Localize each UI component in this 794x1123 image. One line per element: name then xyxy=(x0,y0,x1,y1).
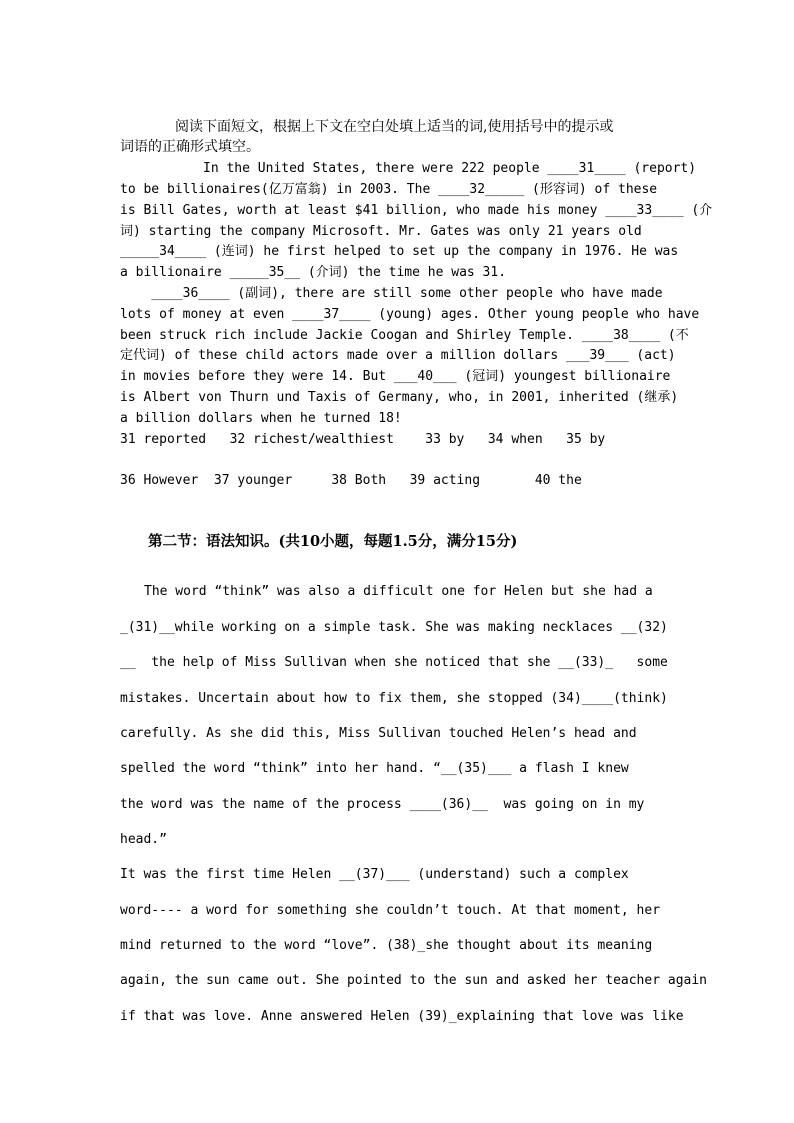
passage-line: lots of money at even ____37____ (young) ages. Other young people who have xyxy=(120,307,700,322)
passage-line: is Bill Gates, worth at least $41 billion, who made his money ____33____ (介 xyxy=(120,203,713,218)
passage-line: mistakes. Uncertain about how to fix them, she stopped (34)____(think) xyxy=(120,691,668,706)
passage-line: In the United States, there were 222 people ____31____ (report) xyxy=(203,161,697,176)
passage-line: been struck rich include Jackie Coogan and Shirley Temple. ____38____ (不 xyxy=(120,328,689,343)
passage-line: It was the first time Helen __(37)___ (understand) such a complex xyxy=(120,867,629,882)
instruction-line-2: 词语的正确形式填空。 xyxy=(120,139,260,155)
answer-key-line: 36 However 37 younger 38 Both 39 acting 40 the xyxy=(120,473,582,488)
passage-line: again, the sun came out. She pointed to the sun and asked her teacher again xyxy=(120,973,707,988)
passage-line: to be billionaires(亿万富翁) in 2003. The ____32_____ (形容词) of these xyxy=(120,182,658,197)
passage-line: is Albert von Thurn und Taxis of Germany, who, in 2001, inherited (继承) xyxy=(120,390,679,405)
passage-line: _(31)__while working on a simple task. She was making necklaces __(32) xyxy=(120,620,668,635)
passage-line: ____36____ (副词), there are still some other people who have made xyxy=(120,286,663,301)
passage-line: the word was the name of the process ____(36)__ was going on in my xyxy=(120,797,645,812)
passage-line: 定代词) of these child actors made over a million dollars ___39___ (act) xyxy=(120,348,676,363)
section-heading: 第二节：语法知识。(共10小题，每题1.5分，满分15分) xyxy=(148,533,518,550)
passage-line: if that was love. Anne answered Helen (39)_explaining that love was like xyxy=(120,1009,684,1024)
passage-line: in movies before they were 14. But ___40___ (冠词) youngest billionaire xyxy=(120,369,671,384)
passage-line: a billionaire _____35__ (介词) the time he was 31. xyxy=(120,265,507,280)
passage-line: mind returned to the word “love”. (38)_she thought about its meaning xyxy=(120,938,653,953)
instruction-line-1: 阅读下面短文，根据上下文在空白处填上适当的词,使用括号中的提示或 xyxy=(175,119,614,135)
passage-line: word---- a word for something she couldn’t touch. At that moment, her xyxy=(120,903,661,918)
passage-line: carefully. As she did this, Miss Sullivan touched Helen’s head and xyxy=(120,726,637,741)
passage-line: a billion dollars when he turned 18! xyxy=(120,411,402,426)
passage-line: __ the help of Miss Sullivan when she noticed that she __(33)_ some xyxy=(120,655,668,670)
answer-key-line: 31 reported 32 richest/wealthiest 33 by 34 when 35 by xyxy=(120,432,606,447)
passage-line: 词) starting the company Microsoft. Mr. Gates was only 21 years old xyxy=(120,224,642,239)
passage-line: The word “think” was also a difficult one for Helen but she had a xyxy=(144,584,653,599)
passage-line: head.” xyxy=(120,832,167,847)
passage-line: spelled the word “think” into her hand. “__(35)___ a flash I knew xyxy=(120,761,629,776)
passage-line: _____34____ (连词) he first helped to set up the company in 1976. He was xyxy=(120,244,679,259)
